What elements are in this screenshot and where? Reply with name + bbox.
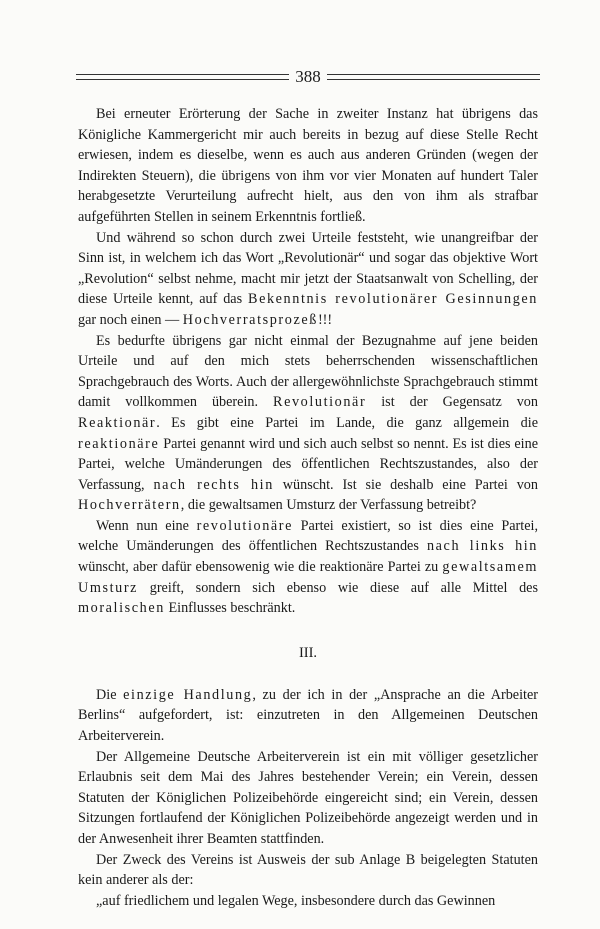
emphasized-text: Reaktionär [78,414,157,431]
text-run: Der Zweck des Vereins ist Ausweis der sub Anlage B beigelegten Statuten kein anderer als der: [78,851,538,889]
text-run: Partei existiert, so ist dies eine Partei, welche Umänderungen des öffentlichen Rechtszustandes [78,517,538,555]
text-run: . Es gibt eine Partei im Lande, die ganz allgemein die [156,414,538,431]
text-run: , die gewaltsamen Umsturz der Verfassung betreibt? [180,497,477,514]
text-run: wünscht, aber dafür ebensowenig wie die reaktionäre Partei zu [78,559,443,576]
page-header [76,66,540,88]
text-run: ist der Gegensatz von [366,394,538,411]
header-rule-right [327,74,540,80]
paragraphs-after-section [78,685,538,912]
emphasized-text: einzige Handlung [123,686,253,703]
text-run: , zu der ich in der „Ansprache an die Arbeiter Berlins“ aufgefordert, ist: einzutreten in den Allgemeinen Deutschen Arbeiterverein. [78,686,538,745]
emphasized-text: moralischen [78,600,165,617]
emphasized-text: Bekenntnis revolutionärer Gesinnungen [248,291,539,308]
paragraph [78,891,538,912]
paragraphs-before-section [78,104,538,619]
text-run: Wenn nun eine [96,517,197,534]
text-run: Und während so schon durch zwei Urteile feststeht, wie unangreifbar der Sinn ist, in welchem ich das Wort „Revolutionär“ und sogar das objektive Wort „Revolution“ selbst nehme, macht mir jetzt der Staatsanwalt von Schelling, der diese Urteile kennt, auf das [78,229,538,308]
text-run: Partei genannt wird und sich auch selbst so nennt. Es ist dies eine Partei, welche Umänderungen des öffentlichen Rechtszustandes, also der Verfassung, [78,435,538,493]
text-run: wünscht. Ist sie deshalb eine Partei von [273,476,538,493]
emphasized-text: gewaltsamem Umsturz [78,559,538,596]
text-run: Es bedurfte übrigens gar nicht einmal der Bezugnahme auf jene beiden Urteile und auf den mich stets beherrschenden wissenschaftlichen Sprachgebrauch des Worts. Auch der allergewöhnlichste Sprachgebrauch stimmt damit vollkommen überein. [78,332,538,411]
text-run: Die [96,686,124,703]
emphasized-text: Revolutionär [273,394,367,411]
paragraph [78,104,538,228]
paragraph [78,747,538,850]
emphasized-text: nach rechts hin [153,476,274,493]
paragraph [78,685,538,747]
text-run: „auf friedlichem und legalen Wege, insbesondere durch das Gewinnen [96,892,496,909]
paragraph [78,228,538,331]
emphasized-text: Hochverratsprozeß [182,311,318,328]
text-run: !!! [317,311,333,328]
text-run: Der Allgemeine Deutsche Arbeiterverein ist ein mit völliger gesetzlicher Erlaubnis seit dem Mai des Jahres bestehender Verein; ein Verein, dessen Statuten der Königlichen Polizeibehörde eingereicht sind; ein Verein, dessen Sitzungen fortlaufend der Königlichen Polizeibehörde angezeigt werden und in der Anwesenheit ihrer Beamten stattfinden. [78,748,538,847]
page-number: 388 [295,67,321,86]
header-rule-left [76,74,289,80]
emphasized-text: revolutionäre [196,517,294,534]
paragraph [78,331,538,516]
text-run: Bei erneuter Erörterung der Sache in zweiter Instanz hat übrigens das Königliche Kammergericht mir auch bereits in bezug auf diese Stelle Recht erwiesen, indem es dieselbe, wenn es auch aus anderen Gründen (wegen der Indirekten Steuern), die übrigens von ihm vor vier Monaten auf hundert Taler herabgesetzte Verurteilung aufrecht hielt, aus den von ihm als strafbar aufgeführten Stellen in seinem Erkenntnis fortließ. [78,106,538,225]
paragraph [78,850,538,891]
text-run: greift, sondern sich ebenso wie diese auf alle Mittel des [138,579,538,596]
emphasized-text: Hochverrätern [78,497,181,514]
body-text [78,104,538,911]
section-heading: III. [298,644,318,661]
text-run: gar noch einen — [78,311,183,328]
emphasized-text: nach links hin [426,538,538,555]
text-run: Einflusses beschränkt. [164,600,296,617]
emphasized-text: reaktionäre [78,435,160,452]
paragraph [78,516,538,619]
